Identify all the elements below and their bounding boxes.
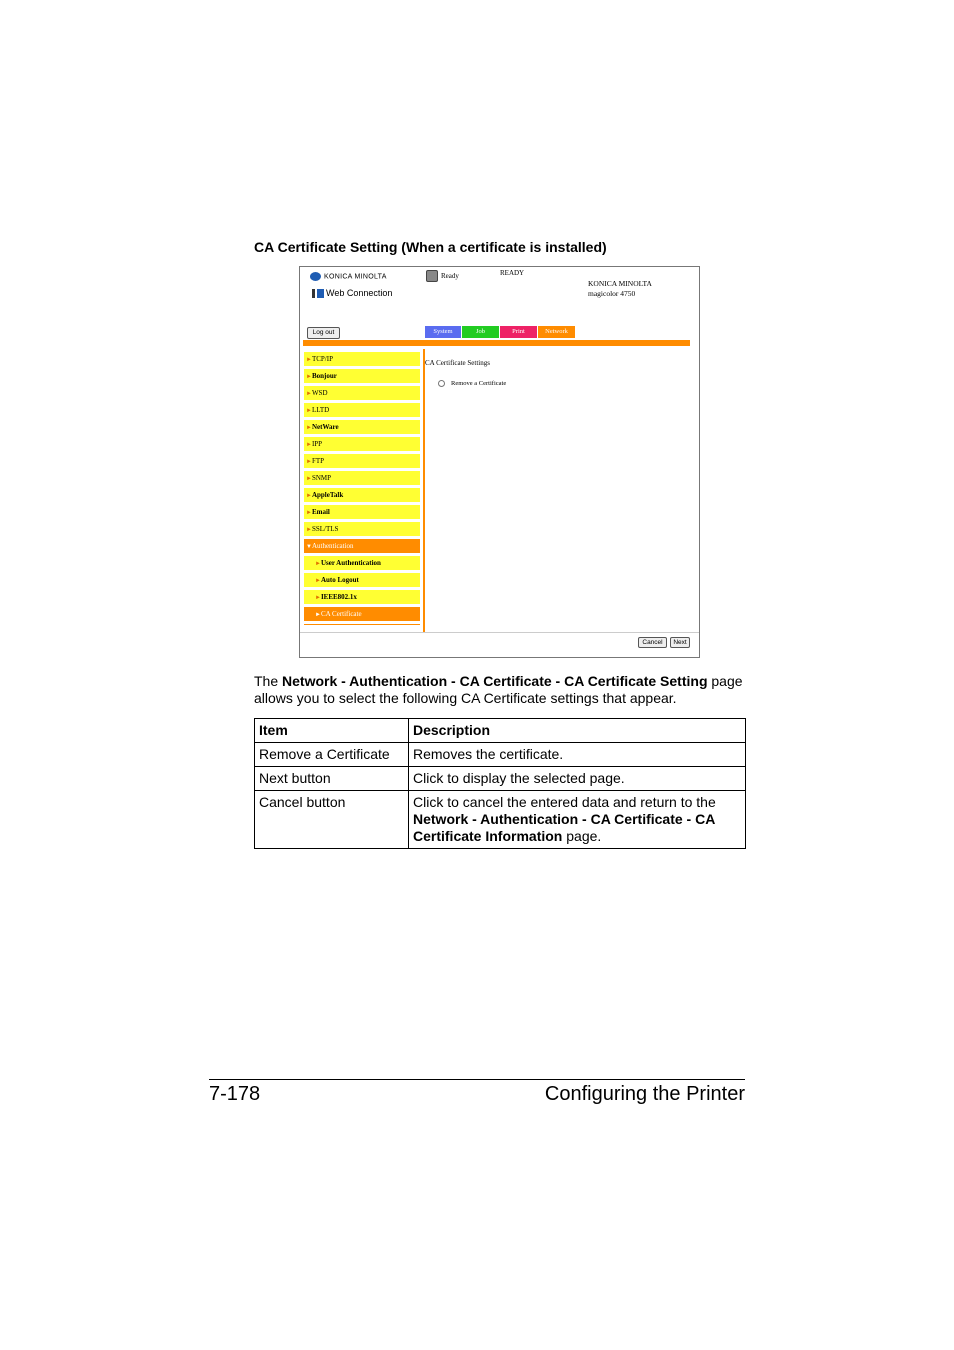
- item-cell: Next button: [255, 767, 409, 791]
- content-title: CA Certificate Settings: [425, 359, 490, 367]
- chapter-title: Configuring the Printer: [544, 1083, 745, 1105]
- sidebar-item-label: SSL/TLS: [311, 525, 339, 533]
- intro-suffix: page allows you to select the following CA Certificate settings that appear.: [254, 673, 743, 706]
- arrow-right-icon: ►: [306, 510, 312, 516]
- konica-logo-text: KONICA MINOLTA: [324, 273, 387, 281]
- tab-print[interactable]: Print: [500, 326, 537, 338]
- item-cell: Remove a Certificate: [255, 743, 409, 767]
- sidebar-item-bonjour[interactable]: [304, 369, 420, 383]
- sidebar-item-ieee8021x[interactable]: [304, 590, 420, 604]
- sidebar-item-label: Auto Logout: [320, 576, 359, 584]
- sidebar-item-label: AppleTalk: [311, 491, 344, 499]
- header-bar: [303, 340, 690, 346]
- sidebar-item-tcpip[interactable]: [304, 352, 420, 366]
- sidebar-item-snmp[interactable]: [304, 471, 420, 485]
- arrow-right-icon: ►: [315, 578, 321, 584]
- sidebar-item-label: TCP/IP: [311, 355, 333, 363]
- ready-indicator: READY: [500, 269, 525, 277]
- arrow-right-icon: ►: [315, 595, 321, 601]
- description-prefix: Click to cancel the entered data and return to the: [413, 794, 716, 810]
- sidebar-item-ipp[interactable]: [304, 437, 420, 451]
- tab-job[interactable]: Job: [462, 326, 499, 338]
- sidebar-item-label: NetWare: [311, 423, 339, 431]
- table-row: [255, 767, 746, 791]
- sidebar-divider: [423, 349, 425, 632]
- tab-system[interactable]: System: [425, 326, 461, 338]
- table-header-row: [255, 719, 746, 743]
- header-description: Description: [409, 719, 746, 743]
- arrow-right-icon: ►: [306, 408, 312, 414]
- tab-network[interactable]: Network: [538, 326, 575, 338]
- sidebar-item-appletalk[interactable]: [304, 488, 420, 502]
- arrow-right-icon: ►: [306, 425, 312, 431]
- sidebar-item-user-authentication[interactable]: [304, 556, 420, 570]
- sidebar-item-ca-certificate[interactable]: [304, 607, 420, 621]
- sidebar-item-label: CA Certificate: [320, 610, 362, 618]
- description-cell: [409, 791, 746, 849]
- sidebar-item-ssl-tls[interactable]: [304, 522, 420, 536]
- sidebar-item-label: LLTD: [311, 406, 330, 414]
- arrow-right-icon: ►: [315, 561, 321, 567]
- arrow-right-icon: ►: [306, 493, 312, 499]
- konica-minolta-logo: [310, 272, 387, 281]
- footer-rule: [209, 1079, 745, 1080]
- sidebar-nav: [304, 352, 420, 624]
- table-row: [255, 743, 746, 767]
- description-path: Network - Authentication - CA Certificate - CA Certificate Information: [413, 811, 715, 844]
- sidebar-end-line: [304, 624, 420, 625]
- arrow-right-icon: ►: [306, 476, 312, 482]
- intro-prefix: The: [254, 673, 283, 689]
- brand-name: KONICA MINOLTA: [588, 279, 652, 288]
- status-text: Ready: [441, 272, 459, 280]
- sidebar-item-email[interactable]: [304, 505, 420, 519]
- remove-certificate-label: Remove a Certificate: [451, 380, 507, 387]
- device-brand: [588, 279, 652, 299]
- printer-status-icon: [426, 270, 438, 282]
- section-heading: CA Certificate Setting (When a certificate is installed): [254, 239, 607, 255]
- web-connection-text: Web Connection: [326, 288, 393, 298]
- arrow-right-icon: ►: [306, 459, 312, 465]
- sidebar-item-wsd[interactable]: [304, 386, 420, 400]
- cancel-button[interactable]: Cancel: [638, 637, 667, 648]
- sidebar-item-ftp[interactable]: [304, 454, 420, 468]
- header-item: Item: [255, 719, 409, 743]
- web-connection-screenshot: [299, 266, 700, 658]
- sidebar-item-label: IPP: [311, 440, 323, 448]
- description-cell: Click to display the selected page.: [409, 767, 746, 791]
- sidebar-item-label: SNMP: [311, 474, 332, 482]
- footer-divider: [300, 632, 699, 633]
- sidebar-item-label: FTP: [311, 457, 325, 465]
- web-connection-logo: [312, 288, 392, 298]
- remove-certificate-radio[interactable]: [438, 380, 445, 387]
- settings-table: [254, 718, 746, 849]
- sidebar-item-label: Bonjour: [311, 372, 337, 380]
- konica-globe-icon: [310, 272, 321, 281]
- description-cell: Removes the certificate.: [409, 743, 746, 767]
- next-button[interactable]: Next: [670, 637, 690, 648]
- pagescope-icon: [312, 289, 324, 298]
- model-name: magicolor 4750: [588, 289, 636, 298]
- sidebar-item-label: Authentication: [311, 542, 354, 550]
- sidebar-item-lltd[interactable]: [304, 403, 420, 417]
- sidebar-item-label: WSD: [311, 389, 328, 397]
- sidebar-item-label: User Authentication: [320, 559, 381, 567]
- description-suffix: page.: [562, 828, 602, 844]
- sidebar-item-authentication[interactable]: [304, 539, 420, 553]
- arrow-right-icon: ►: [306, 527, 312, 533]
- arrow-down-icon: ▼: [306, 544, 312, 550]
- main-tabs: [425, 326, 575, 338]
- sidebar-item-label: Email: [311, 508, 330, 516]
- sidebar-item-auto-logout[interactable]: [304, 573, 420, 587]
- logout-button[interactable]: Log out: [307, 327, 340, 339]
- intro-path: Network - Authentication - CA Certificate - CA Certificate Setting: [282, 673, 708, 689]
- page-number: 7-178: [209, 1083, 261, 1105]
- item-cell: Cancel button: [255, 791, 409, 849]
- sidebar-item-label: IEEE802.1x: [320, 593, 357, 601]
- table-row: [255, 791, 746, 849]
- sidebar-item-netware[interactable]: [304, 420, 420, 434]
- arrow-right-icon: ►: [306, 442, 312, 448]
- arrow-right-icon: ►: [315, 612, 321, 618]
- arrow-right-icon: ►: [306, 374, 312, 380]
- arrow-right-icon: ►: [306, 391, 312, 397]
- arrow-right-icon: ►: [306, 357, 312, 363]
- intro-paragraph: [254, 673, 754, 707]
